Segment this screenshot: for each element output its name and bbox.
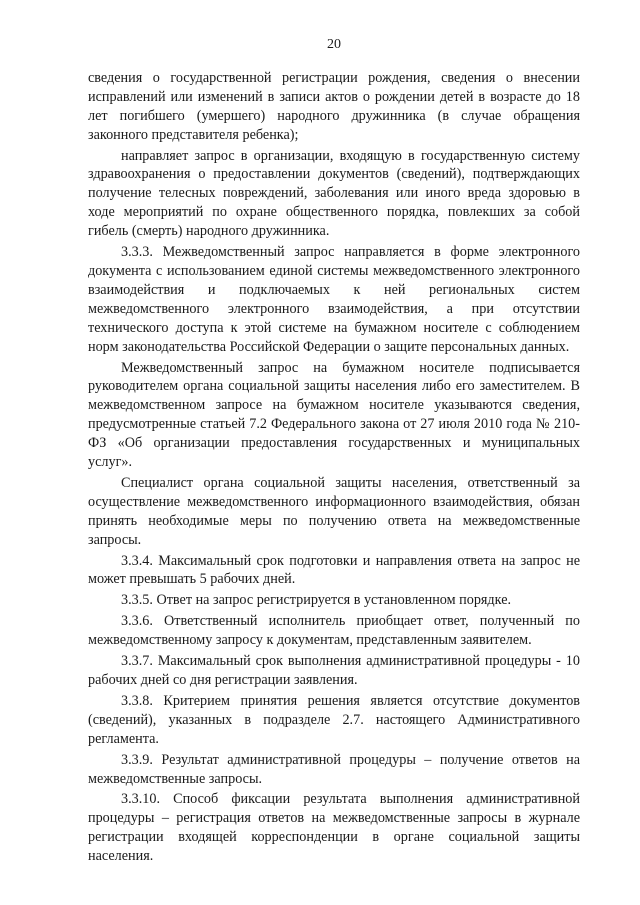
- paragraph-3-3-9: 3.3.9. Результат административной процедуры – получение ответов на межведомственные запросы.: [88, 751, 580, 787]
- paragraph-2: направляет запрос в организации, входящую в государственную систему здравоохранения о предоставлении документов (сведений), подтверждающих получение телесных повреждений, заболевания или иного вреда здоровью в ходе мероприятий по охране общественного порядка, повлекших за собой гибель (смерть) народного дружинника.: [88, 147, 580, 240]
- document-page: [88, 36, 580, 868]
- paragraph-3-3-3: 3.3.3. Межведомственный запрос направляется в форме электронного документа с использованием единой системы межведомственного электронного взаимодействия и подключаемых к ней региональных систем межведомственного электронного взаимодействия, а при отсутствии технического доступа к этой системе на бумажном носителе с соблюдением норм законодательства Российской Федерации о защите персональных данных.: [88, 244, 580, 355]
- paragraph-3-3-7: 3.3.7. Максимальный срок выполнения административной процедуры - 10 рабочих дней со дня регистрации заявления.: [88, 653, 580, 688]
- paragraph-3-3-6: 3.3.6. Ответственный исполнитель приобщает ответ, полученный по межведомственному запросу к документам, представленным заявителем.: [88, 613, 580, 649]
- paragraph-paper-request: Межведомственный запрос на бумажном носителе подписывается руководителем органа социальной защиты населения либо его заместителем. В межведомственном запросе на бумажном носителе указываются сведения, предусмотренные статьей 7.2 Федерального закона от 27 июля 2010 года № 210-ФЗ «Об организации предоставления государственных и муниципальных услуг».: [88, 359, 580, 471]
- paragraph-3-3-4: 3.3.4. Максимальный срок подготовки и направления ответа на запрос не может превышать 5 рабочих дней.: [88, 552, 580, 588]
- page-number: 20: [327, 37, 341, 52]
- paragraph-3-3-10: 3.3.10. Способ фиксации результата выполнения административной процедуры – регистрация ответов на межведомственные запросы в журнале регистрации входящей корреспонденции в органе социальной защиты населения.: [88, 791, 580, 865]
- paragraph-specialist: Специалист органа социальной защиты населения, ответственный за осуществление межведомственного информационного взаимодействия, обязан принять необходимые меры по получению ответа на межведомственные запросы.: [88, 474, 580, 548]
- paragraph-1: сведения о государственной регистрации рождения, сведения о внесении исправлений или изменений в записи актов о рождении детей в возрасте до 18 лет погибшего (умершего) народного дружинника (в случае обращения законного представителя ребенка);: [88, 69, 580, 143]
- paragraph-3-3-5: 3.3.5. Ответ на запрос регистрируется в установленном порядке.: [121, 592, 512, 609]
- paragraph-3-3-8: 3.3.8. Критерием принятия решения является отсутствие документов (сведений), указанных в подразделе 2.7. настоящего Административного регламента.: [88, 692, 580, 747]
